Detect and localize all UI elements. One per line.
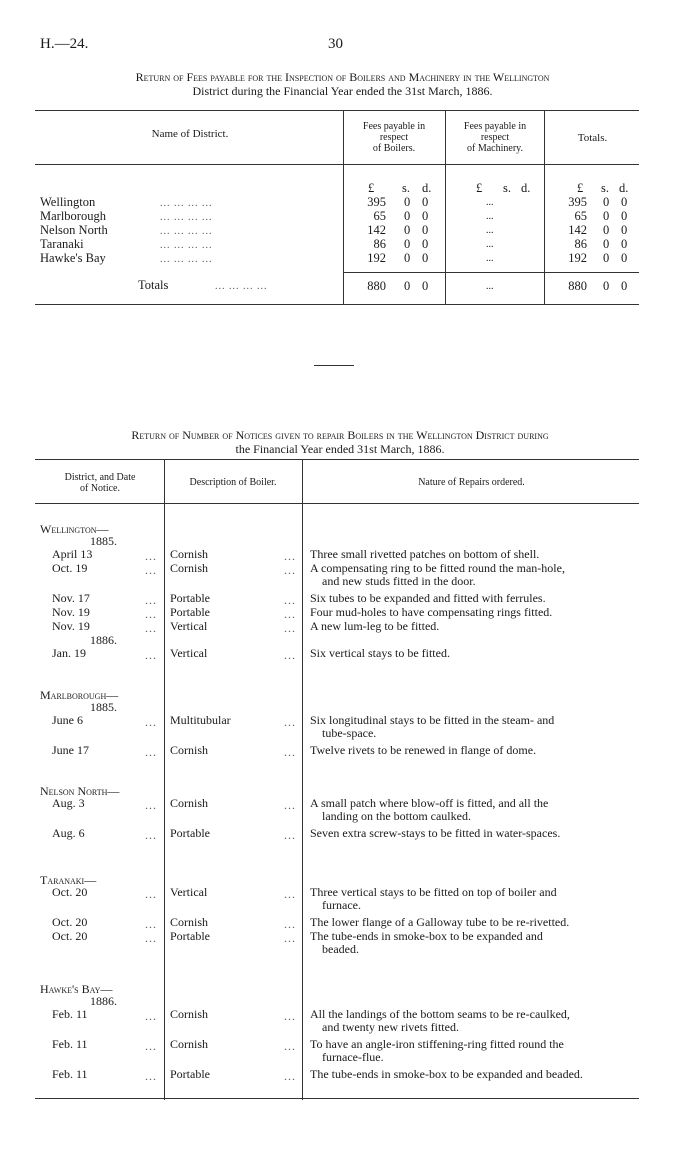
fees-boilers-d: 0 (422, 209, 429, 223)
boiler-description: Portable (170, 929, 210, 943)
repair-description-continued: furnace. (322, 898, 361, 912)
boiler-dots: ... (284, 798, 296, 812)
repair-description-continued: landing on the bottom caulked. (322, 809, 471, 823)
fees-totals-label: Totals (138, 278, 169, 292)
notice-date-dots: ... (145, 1009, 157, 1023)
notice-date-dots: ... (145, 798, 157, 812)
fees-machinery: ... (486, 225, 494, 236)
section-heading: Hawke's Bay— (40, 982, 113, 996)
repair-description: The tube-ends in smoke-box to be expanded and beaded. (310, 1067, 583, 1081)
repair-description-continued: and new studs fitted in the door. (322, 574, 476, 588)
page-number: 30 (328, 36, 343, 52)
notice-date-dots: ... (145, 648, 157, 662)
repair-description: The tube-ends in smoke-box to be expanded and (310, 929, 543, 943)
fees-title-line2: District during the Financial Year ended the 31st March, 1886. (192, 84, 493, 98)
section-heading: Wellington— (40, 522, 109, 536)
fees-boilers-pounds: 192 (367, 251, 386, 265)
repair-description: Seven extra screw-stays to be fitted in water-spaces. (310, 826, 561, 840)
section-heading: Nelson North— (40, 784, 120, 798)
boiler-dots: ... (284, 621, 296, 635)
fees-totals-s: 0 (603, 251, 610, 265)
boiler-dots: ... (284, 607, 296, 621)
notices-col-description-header: Description of Boiler. (189, 477, 277, 488)
fees-title-line1: Return of Fees payable for the Inspection of Boilers and Machinery in the Wellington (135, 70, 550, 84)
district-header-line: District, and Date (64, 472, 136, 483)
section-year: 1886. (90, 633, 117, 647)
fees-total-boilers-pounds: 880 (367, 279, 386, 293)
fees-title (40, 70, 645, 98)
fees-totals-pounds: 395 (568, 195, 587, 209)
boiler-dots: ... (284, 931, 296, 945)
machinery-header-line: of Machinery. (467, 143, 523, 154)
unit-shilling: s. (503, 181, 511, 195)
repair-description: Twelve rivets to be renewed in flange of dome. (310, 743, 537, 757)
fees-machinery: ... (486, 197, 494, 208)
notice-date: Oct. 20 (52, 929, 88, 943)
fees-col-divider-1 (343, 110, 344, 304)
unit-pound: £ (577, 181, 584, 195)
fees-col-divider-3 (544, 110, 545, 304)
fees-total-machinery: ... (486, 281, 494, 292)
boiler-description: Vertical (170, 646, 208, 660)
boiler-dots: ... (284, 648, 296, 662)
unit-pence: d. (521, 181, 531, 195)
fees-row-dots: ... ... ... ... (160, 254, 213, 265)
fees-boilers-pounds: 142 (367, 223, 386, 237)
notices-col-divider-1 (164, 459, 165, 1100)
fees-row-dots: ... ... ... ... (160, 240, 213, 251)
boiler-dots: ... (284, 1039, 296, 1053)
section-year: 1885. (90, 534, 117, 548)
boiler-dots: ... (284, 917, 296, 931)
notice-date: Oct. 20 (52, 915, 88, 929)
boiler-dots: ... (284, 887, 296, 901)
fees-sum-rule (343, 272, 544, 273)
section-year: 1885. (90, 700, 117, 714)
repair-description: Six vertical stays to be fitted. (310, 646, 450, 660)
fees-totals-pounds: 86 (574, 237, 587, 251)
fees-col-boilers-header (345, 121, 443, 154)
notice-date-dots: ... (145, 715, 157, 729)
fees-machinery: ... (486, 239, 494, 250)
repair-description-continued: beaded. (322, 942, 359, 956)
fees-col-machinery-header (447, 121, 543, 154)
boiler-description: Cornish (170, 561, 209, 575)
repair-description: Six longitudinal stays to be fitted in the steam- and (310, 713, 555, 727)
notice-date: Feb. 11 (52, 1007, 88, 1021)
boiler-description: Cornish (170, 1037, 209, 1051)
repair-description: Six tubes to be expanded and fitted with ferrules. (310, 591, 546, 605)
fees-totals-pounds: 65 (574, 209, 587, 223)
boiler-dots: ... (284, 593, 296, 607)
boiler-description: Cornish (170, 547, 209, 561)
machinery-header-line: Fees payable in (463, 121, 527, 132)
fees-totals-d: 0 (621, 237, 628, 251)
boiler-description: Portable (170, 826, 210, 840)
fees-totals-pounds: 192 (568, 251, 587, 265)
section-year: 1886. (90, 994, 117, 1008)
unit-pence: d. (422, 181, 432, 195)
boiler-dots: ... (284, 828, 296, 842)
boiler-dots: ... (284, 745, 296, 759)
notice-date: Nov. 19 (52, 605, 90, 619)
boiler-description: Cornish (170, 796, 209, 810)
notice-date: Feb. 11 (52, 1067, 88, 1081)
fees-top-rule (35, 110, 639, 111)
fees-col-district-header: Name of District. (151, 128, 229, 140)
section-separator (314, 365, 354, 366)
boiler-dots: ... (284, 563, 296, 577)
boiler-description: Multitubular (170, 713, 231, 727)
section-heading: Marlborough— (40, 688, 119, 702)
notice-date-dots: ... (145, 607, 157, 621)
fees-district-name: Hawke's Bay (40, 251, 106, 265)
boilers-header-line: respect (379, 132, 409, 143)
fees-district-name: Wellington (40, 195, 96, 209)
fees-totals-dots: ... ... ... ... (215, 281, 268, 292)
fees-total-boilers-s: 0 (404, 279, 411, 293)
boiler-description: Vertical (170, 885, 208, 899)
repair-description-continued: tube-space. (322, 726, 377, 740)
repair-description: Three small rivetted patches on bottom of shell. (310, 547, 540, 561)
fees-totals-d: 0 (621, 209, 628, 223)
unit-pence: d. (619, 181, 629, 195)
fees-col-divider-2 (445, 110, 446, 304)
fees-boilers-s: 0 (404, 195, 411, 209)
fees-totals-d: 0 (621, 195, 628, 209)
boilers-header-line: Fees payable in (362, 121, 426, 132)
notice-date-dots: ... (145, 745, 157, 759)
fees-total-totals-pounds: 880 (568, 279, 587, 293)
fees-sum-rule-totals (544, 272, 639, 273)
notices-col-nature-header: Nature of Repairs ordered. (418, 477, 525, 488)
fees-machinery: ... (486, 211, 494, 222)
fees-row-dots: ... ... ... ... (160, 198, 213, 209)
notice-date-dots: ... (145, 549, 157, 563)
fees-boilers-s: 0 (404, 237, 411, 251)
boiler-description: Portable (170, 605, 210, 619)
notice-date: Feb. 11 (52, 1037, 88, 1051)
notices-title-line2: the Financial Year ended 31st March, 1886. (235, 442, 445, 456)
notice-date-dots: ... (145, 828, 157, 842)
fees-boilers-pounds: 395 (367, 195, 386, 209)
repair-description: The lower flange of a Galloway tube to be re-rivetted. (310, 915, 570, 929)
fees-boilers-d: 0 (422, 237, 429, 251)
unit-shilling: s. (402, 181, 410, 195)
repair-description: A new lum-leg to be fitted. (310, 619, 440, 633)
notice-date: June 17 (52, 743, 89, 757)
notice-date: Nov. 17 (52, 591, 90, 605)
boiler-dots: ... (284, 549, 296, 563)
notice-date-dots: ... (145, 887, 157, 901)
notice-date-dots: ... (145, 1039, 157, 1053)
fees-total-boilers-d: 0 (422, 279, 429, 293)
notice-date: Oct. 19 (52, 561, 88, 575)
notices-bottom-rule (35, 1098, 639, 1099)
repair-description: Three vertical stays to be fitted on top of boiler and (310, 885, 557, 899)
repair-description: A compensating ring to be fitted round the man-hole, (310, 561, 565, 575)
notices-col-district-header (38, 472, 162, 494)
fees-boilers-s: 0 (404, 209, 411, 223)
repair-description: To have an angle-iron stiffening-ring fitted round the (310, 1037, 564, 1051)
fees-total-totals-s: 0 (603, 279, 610, 293)
district-header-line: of Notice. (80, 483, 120, 494)
fees-bottom-rule (35, 304, 639, 305)
fees-boilers-s: 0 (404, 251, 411, 265)
document-reference: H.—24. (40, 36, 89, 52)
boiler-description: Portable (170, 591, 210, 605)
notices-title-line1: Return of Number of Notices given to repair Boilers in the Wellington District during (131, 428, 549, 442)
repair-description: All the landings of the bottom seams to be re-caulked, (310, 1007, 570, 1021)
notice-date: Jan. 19 (52, 646, 86, 660)
fees-district-name: Nelson North (40, 223, 108, 237)
repair-description-continued: and twenty new rivets fitted. (322, 1020, 459, 1034)
repair-description: A small patch where blow-off is fitted, and all the (310, 796, 549, 810)
fees-totals-d: 0 (621, 223, 628, 237)
section-heading: Taranaki— (40, 873, 97, 887)
unit-shilling: s. (601, 181, 609, 195)
fees-col-totals-header: Totals. (577, 132, 608, 144)
fees-totals-s: 0 (603, 237, 610, 251)
boiler-description: Portable (170, 1067, 210, 1081)
fees-boilers-d: 0 (422, 251, 429, 265)
notice-date: Nov. 19 (52, 619, 90, 633)
machinery-header-line: respect (480, 132, 510, 143)
notice-date: Aug. 6 (52, 826, 85, 840)
boiler-dots: ... (284, 715, 296, 729)
notice-date-dots: ... (145, 931, 157, 945)
notices-top-rule (35, 459, 639, 460)
notice-date-dots: ... (145, 593, 157, 607)
fees-boilers-d: 0 (422, 195, 429, 209)
notices-title (38, 428, 642, 456)
notice-date: June 6 (52, 713, 83, 727)
fees-boilers-pounds: 65 (373, 209, 386, 223)
fees-boilers-s: 0 (404, 223, 411, 237)
unit-pound: £ (476, 181, 483, 195)
boiler-dots: ... (284, 1069, 296, 1083)
fees-district-name: Taranaki (40, 237, 84, 251)
fees-row-dots: ... ... ... ... (160, 212, 213, 223)
notice-date-dots: ... (145, 621, 157, 635)
repair-description-continued: furnace-flue. (322, 1050, 384, 1064)
notice-date-dots: ... (145, 917, 157, 931)
fees-header-rule (35, 164, 639, 165)
fees-boilers-d: 0 (422, 223, 429, 237)
boiler-description: Cornish (170, 743, 209, 757)
notice-date-dots: ... (145, 563, 157, 577)
boilers-header-line: of Boilers. (372, 143, 416, 154)
boiler-description: Cornish (170, 915, 209, 929)
boiler-description: Cornish (170, 1007, 209, 1021)
boiler-description: Vertical (170, 619, 208, 633)
notice-date: Oct. 20 (52, 885, 88, 899)
fees-boilers-pounds: 86 (373, 237, 386, 251)
notices-col-divider-2 (302, 459, 303, 1100)
notice-date-dots: ... (145, 1069, 157, 1083)
fees-totals-pounds: 142 (568, 223, 587, 237)
notice-date: Aug. 3 (52, 796, 85, 810)
unit-pound: £ (368, 181, 375, 195)
notices-header-rule (35, 503, 639, 504)
fees-total-totals-d: 0 (621, 279, 628, 293)
notice-date: April 13 (52, 547, 93, 561)
fees-row-dots: ... ... ... ... (160, 226, 213, 237)
fees-totals-d: 0 (621, 251, 628, 265)
fees-totals-s: 0 (603, 209, 610, 223)
fees-machinery: ... (486, 253, 494, 264)
repair-description: Four mud-holes to have compensating rings fitted. (310, 605, 553, 619)
fees-totals-s: 0 (603, 223, 610, 237)
fees-district-name: Marlborough (40, 209, 106, 223)
boiler-dots: ... (284, 1009, 296, 1023)
fees-totals-s: 0 (603, 195, 610, 209)
